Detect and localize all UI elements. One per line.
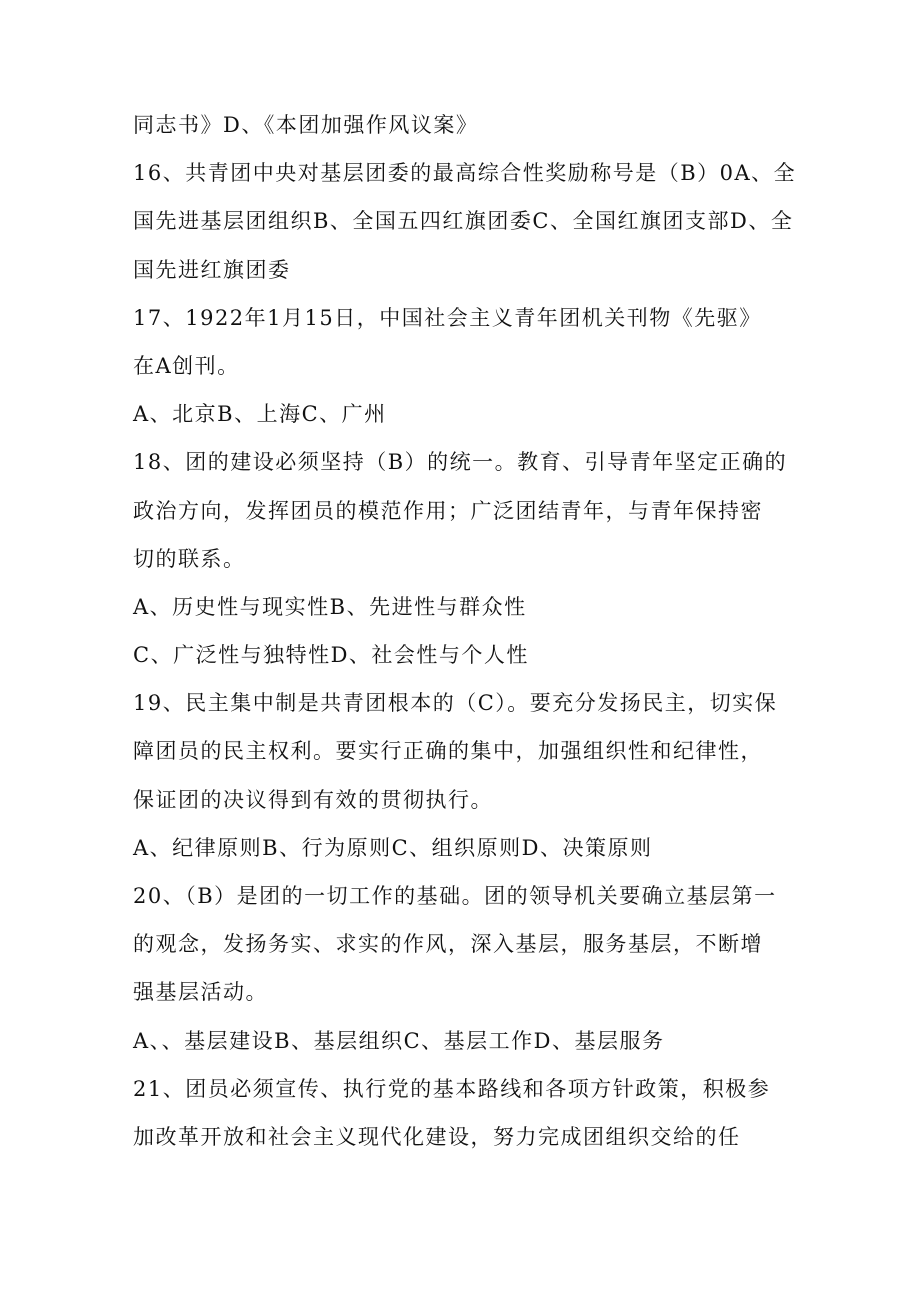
question-16-line-2: 国先进基层团组织B、全国五四红旗团委C、全国红旗团支部D、全 <box>133 209 794 234</box>
question-19-line-2: 障团员的民主权利。要实行正确的集中，加强组织性和纪律性， <box>133 739 763 764</box>
text-line: 同志书》D、《本团加强作风议案》 <box>133 113 479 137</box>
question-18-line-1: 18、团的建设必须坚持（B）的统一。教育、引导青年坚定正确的 <box>133 450 788 475</box>
question-18-line-2: 政治方向，发挥团员的模范作用；广泛团结青年，与青年保持密 <box>133 498 763 523</box>
question-21-line-1: 21、团员必须宣传、执行党的基本路线和各项方针政策，积极参 <box>133 1076 771 1101</box>
question-17-options: A、北京B、上海C、广州 <box>133 402 387 427</box>
question-19-line-3: 保证团的决议得到有效的贯彻执行。 <box>133 787 493 812</box>
question-19-options: A、纪律原则B、行为原则C、组织原则D、决策原则 <box>133 835 653 860</box>
question-21-line-2: 加改革开放和社会主义现代化建设，努力完成团组织交给的任 <box>133 1124 741 1149</box>
question-18-options-1: A、历史性与现实性B、先进性与群众性 <box>133 594 527 619</box>
question-18-options-2: C、广泛性与独特性D、社会性与个人性 <box>133 643 529 668</box>
question-20-line-2: 的观念，发扬务实、求实的作风，深入基层，服务基层，不断增 <box>133 932 763 957</box>
question-17-line-2: 在A创刊。 <box>133 353 240 378</box>
question-20-line-3: 强基层活动。 <box>133 980 268 1005</box>
question-20-options: A、、基层建设B、基层组织C、基层工作D、基层服务 <box>133 1028 665 1053</box>
question-18-line-3: 切的联系。 <box>133 546 246 571</box>
question-20-line-1: 20、（B）是团的一切工作的基础。团的领导机关要确立基层第一 <box>133 884 777 908</box>
question-16-line-1: 16、共青团中央对基层团委的最高综合性奖励称号是（B）0A、全 <box>133 161 797 186</box>
question-16-line-3: 国先进红旗团委 <box>133 257 291 282</box>
question-19-line-1: 19、民主集中制是共青团根本的（C）。要充分发扬民主，切实保 <box>133 691 778 716</box>
question-17-line-1: 17、1922年1月15日，中国社会主义青年团机关刊物《先驱》 <box>133 305 762 330</box>
